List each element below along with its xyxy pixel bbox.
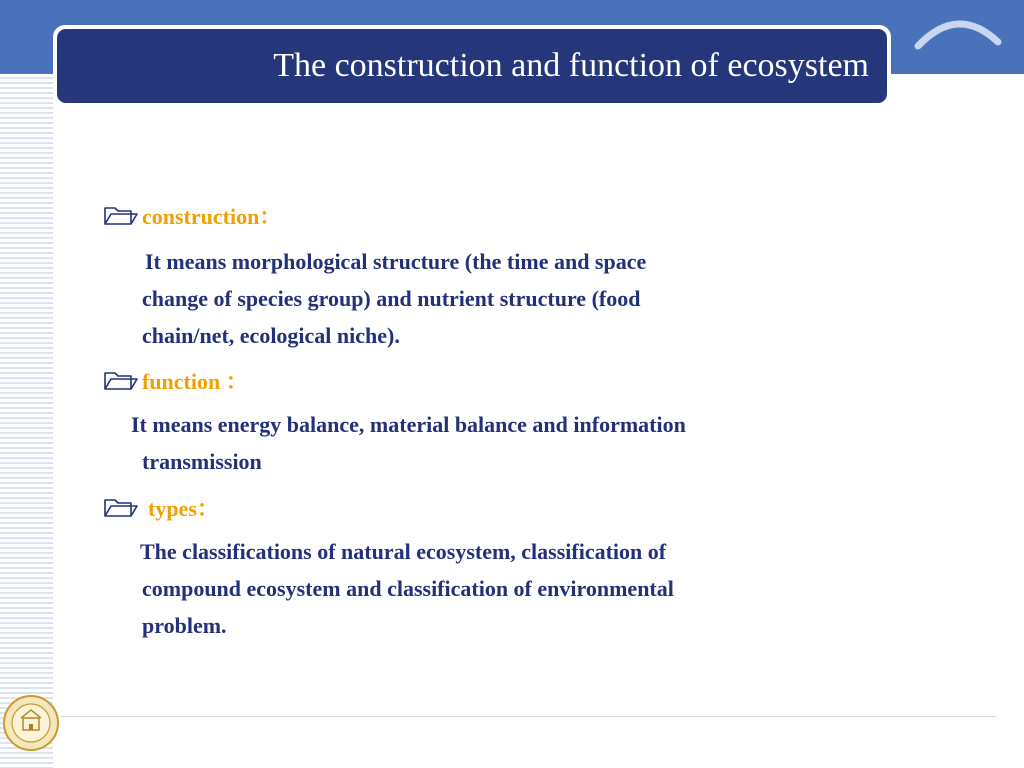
paragraph-line: transmission	[142, 449, 262, 474]
folder-icon	[103, 369, 139, 393]
paragraph-line: compound ecosystem and classification of environmental	[142, 576, 674, 601]
section-types-heading	[103, 492, 219, 523]
folder-icon	[103, 204, 139, 228]
paragraph-line: It means energy balance, material balance and information	[131, 412, 686, 437]
slide-title: The construction and function of ecosystem	[273, 47, 869, 84]
heading-label: types：	[148, 496, 219, 521]
university-seal-logo	[2, 694, 60, 752]
heading-label: function ：	[142, 369, 248, 394]
paragraph-line: chain/net, ecological niche).	[142, 323, 400, 348]
paragraph-line: It means morphological structure (the time and space	[145, 249, 647, 274]
heading-label: construction：	[142, 204, 282, 229]
footer-divider	[60, 716, 996, 717]
paragraph-line: The classifications of natural ecosystem, classification of	[140, 539, 667, 564]
paragraph-line: problem.	[142, 613, 227, 638]
paragraph-line: change of species group) and nutrient structure (food	[142, 286, 641, 311]
section-function-heading	[103, 365, 248, 396]
section-construction-heading	[103, 200, 281, 231]
folder-icon	[103, 496, 139, 520]
